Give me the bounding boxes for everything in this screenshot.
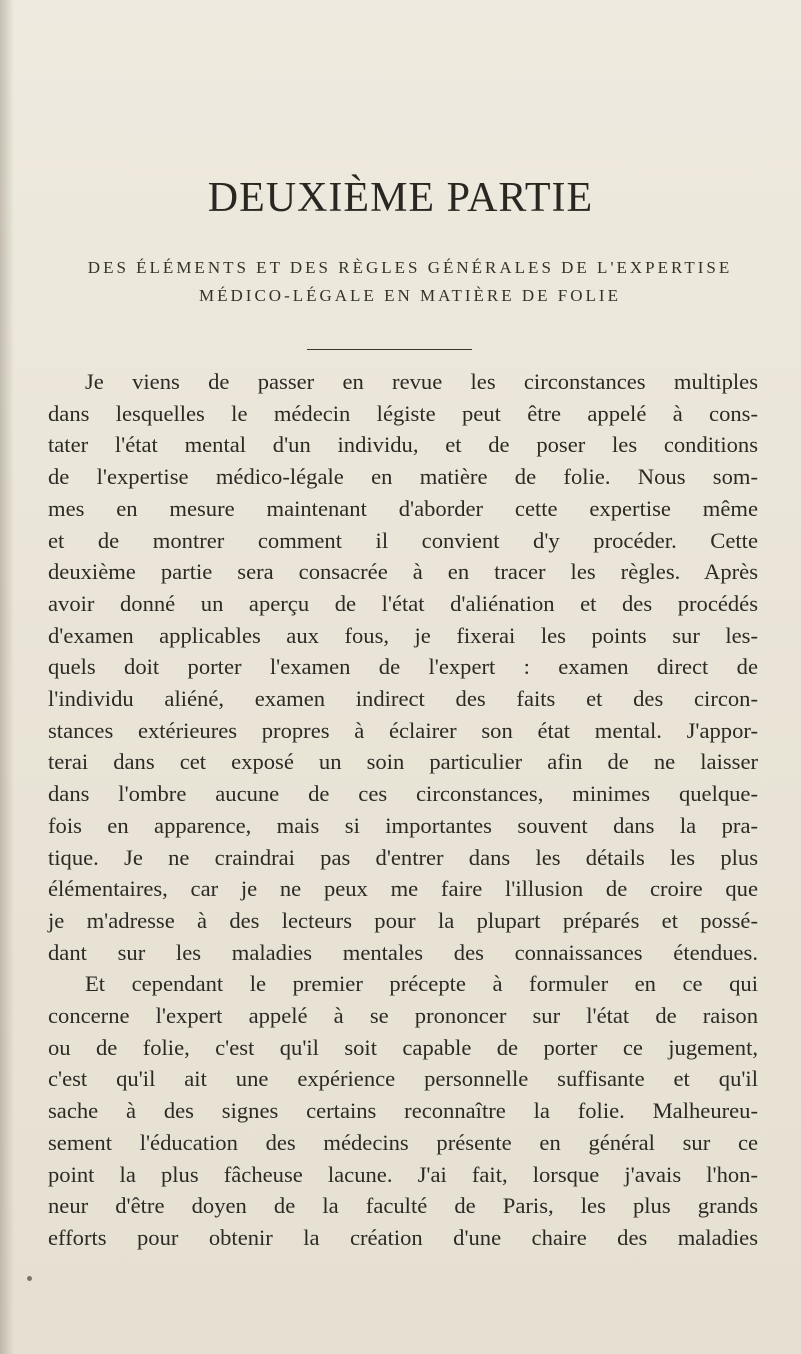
text-line: je m'adresse à des lecteurs pour la plupart préparés et possé- xyxy=(48,907,758,933)
text-line: avoir donné un aperçu de l'état d'aliénation et des procédés xyxy=(48,590,758,616)
text-line: quels doit porter l'examen de l'expert : examen direct de xyxy=(48,654,758,680)
body-paragraphs xyxy=(48,366,758,1254)
text-line: et de montrer comment il convient d'y procéder. Cette xyxy=(48,527,758,553)
text-line: Je viens de passer en revue les circonstances multiples xyxy=(85,369,758,394)
text-line: neur d'être doyen de la faculté de Paris, les plus grands xyxy=(48,1193,758,1219)
paper-speck xyxy=(27,1276,32,1281)
text-line: fois en apparence, mais si importantes souvent dans la pra- xyxy=(48,812,758,838)
text-line: dans lesquelles le médecin légiste peut être appelé à cons- xyxy=(48,400,758,426)
text-line: de l'expertise médico-légale en matière de folie. Nous som- xyxy=(48,464,758,490)
separator-rule xyxy=(307,349,472,350)
text-line: efforts pour obtenir la création d'une chaire des maladies xyxy=(48,1224,758,1250)
text-line: dant sur les maladies mentales des connaissances étendues. xyxy=(48,939,758,965)
part-title: DEUXIÈME PARTIE xyxy=(207,175,594,221)
text-line: stances extérieures propres à éclairer son état mental. J'appor- xyxy=(48,717,758,743)
text-line: d'examen applicables aux fous, je fixerai les points sur les- xyxy=(48,622,758,648)
text-line: concerne l'expert appelé à se prononcer sur l'état de raison xyxy=(48,1003,758,1029)
text-line: c'est qu'il ait une expérience personnelle suffisante et qu'il xyxy=(48,1066,758,1092)
text-line: deuxième partie sera consacrée à en tracer les règles. Après xyxy=(48,559,758,585)
text-line: sement l'éducation des médecins présente en général sur ce xyxy=(48,1129,758,1155)
text-line: élémentaires, car je ne peux me faire l'illusion de croire que xyxy=(48,876,758,902)
text-line: l'individu aliéné, examen indirect des faits et des circon- xyxy=(48,686,758,712)
subtitle-line-2: MÉDICO-LÉGALE EN MATIÈRE DE FOLIE xyxy=(199,286,621,305)
text-line: terai dans cet exposé un soin particulier afin de ne laisser xyxy=(48,749,758,775)
text-line: mes en mesure maintenant d'aborder cette expertise même xyxy=(48,495,758,521)
text-line: point la plus fâcheuse lacune. J'ai fait, lorsque j'avais l'hon- xyxy=(48,1161,758,1187)
text-line: dans l'ombre aucune de ces circonstances, minimes quelque- xyxy=(48,781,758,807)
subtitle-line-1: DES ÉLÉMENTS ET DES RÈGLES GÉNÉRALES DE L'EXPERTISE xyxy=(87,258,733,277)
text-line: tique. Je ne craindrai pas d'entrer dans les détails les plus xyxy=(48,844,758,870)
text-line: ou de folie, c'est qu'il soit capable de porter ce jugement, xyxy=(48,1034,758,1060)
text-line: tater l'état mental d'un individu, et de poser les conditions xyxy=(48,432,758,458)
text-line: sache à des signes certains reconnaître la folie. Malheureu- xyxy=(48,1098,758,1124)
text-line: Et cependant le premier précepte à formuler en ce qui xyxy=(85,971,758,997)
